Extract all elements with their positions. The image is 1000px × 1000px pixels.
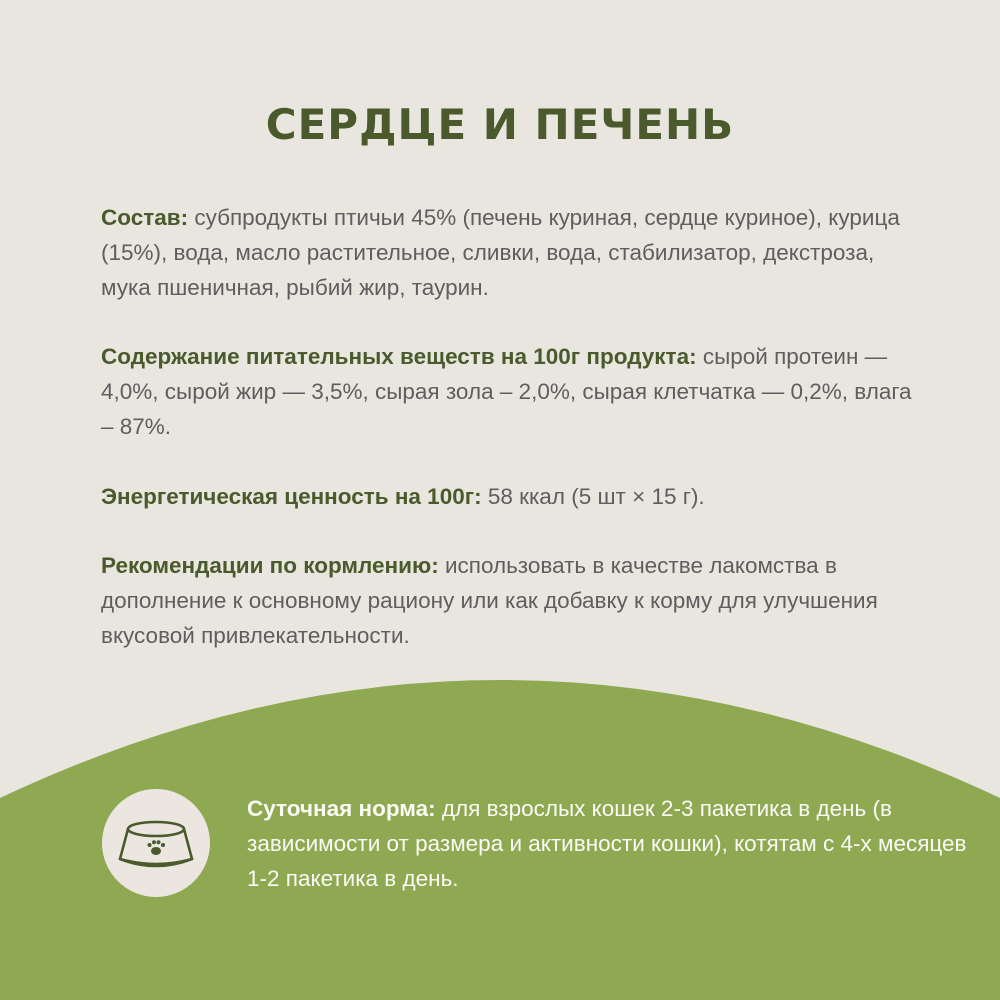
daily-norm-text: для взрослых кошек 2-3 пакетика в день (в зависимости от размера и активности кошки), котятам с 4-х месяцев 1-2 пакетика в день. — [247, 796, 967, 891]
nutrients-label: Содержание питательных веществ на 100г продукта: — [101, 344, 697, 369]
page-title: СЕРДЦЕ И ПЕЧЕНЬ — [265, 100, 735, 149]
daily-norm-paragraph — [247, 791, 967, 896]
feeding-label: Рекомендации по кормлению: — [101, 553, 439, 578]
nutrients-paragraph — [101, 339, 921, 444]
pet-bowl-paw-icon — [116, 815, 196, 871]
composition-paragraph — [101, 200, 921, 305]
energy-paragraph — [101, 479, 921, 514]
nutrients-text: сырой протеин — 4,0%, сырой жир — 3,5%, сырая зола – 2,0%, сырая клетчатка — 0,2%, влага – 87%. — [101, 344, 912, 439]
composition-text: субпродукты птичьи 45% (печень куриная, сердце куриное), курица (15%), вода, масло растительное, сливки, вода, стабилизатор, декстроза, мука пшеничная, рыбий жир, таурин. — [101, 205, 900, 300]
daily-norm-label: Суточная норма: — [247, 796, 436, 821]
energy-text: 58 ккал (5 шт × 15 г). — [481, 484, 705, 509]
feeding-text: использовать в качестве лакомства в дополнение к основному рациону или как добавку к корму для улучшения вкусовой привлекательности. — [101, 553, 878, 648]
composition-label: Состав: — [101, 205, 189, 230]
feeding-paragraph — [101, 548, 921, 653]
energy-label: Энергетическая ценность на 100г: — [101, 484, 482, 509]
bowl-icon-circle — [102, 789, 210, 897]
